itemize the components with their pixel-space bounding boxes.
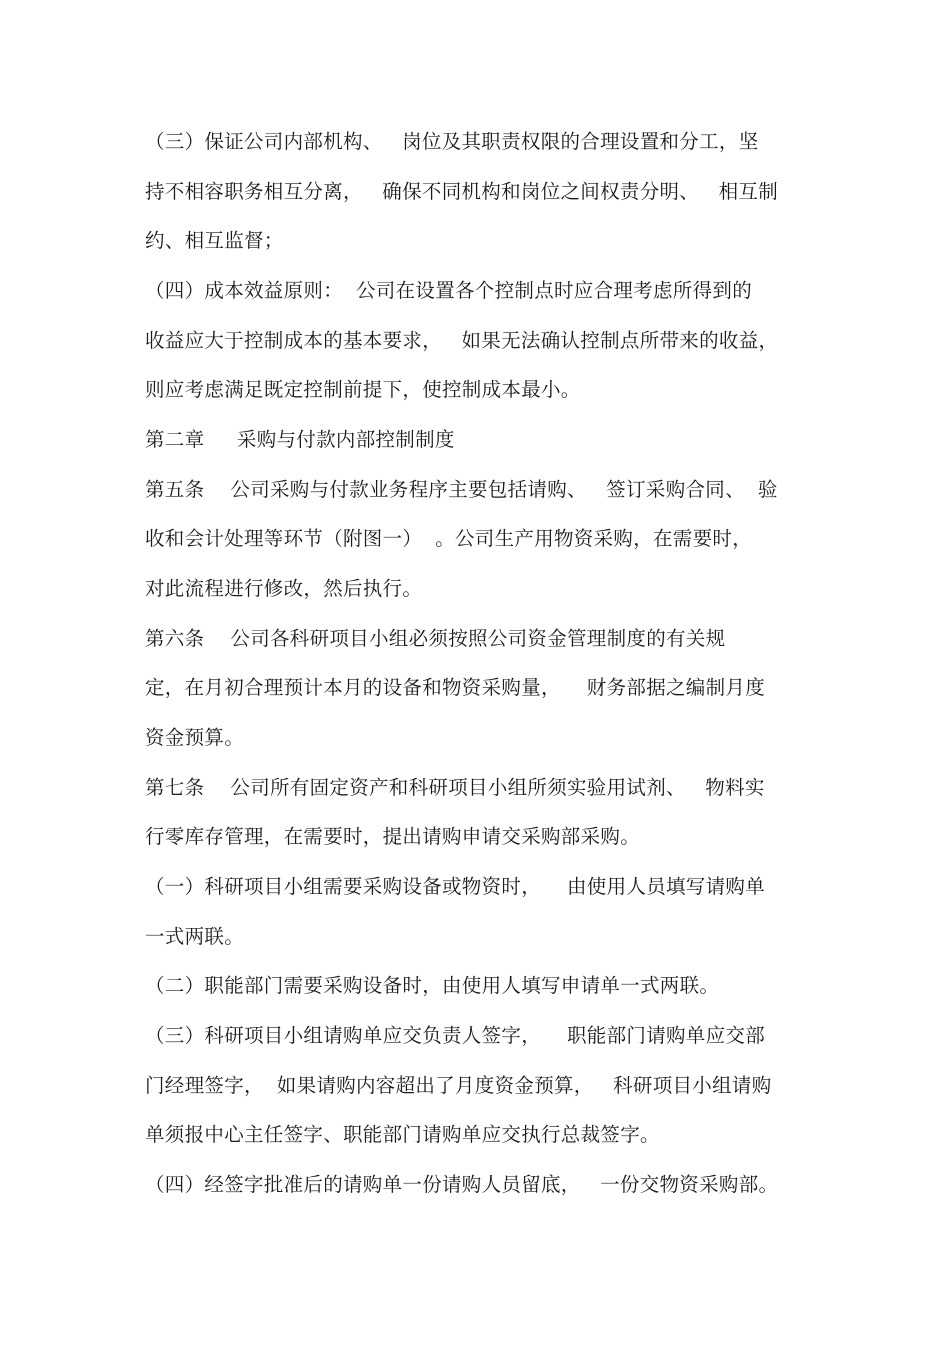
text-line: 一式两联。 — [145, 925, 245, 948]
chapter-heading: 第二章 采购与付款内部控制制度 — [145, 428, 455, 451]
text-line: 收益应大于控制成本的基本要求， 如果无法确认控制点所带来的收益， — [145, 329, 779, 352]
text-line: 持不相容职务相互分离， 确保不同机构和岗位之间权责分明、 相互制 — [145, 180, 778, 203]
text-line: 第五条 公司采购与付款业务程序主要包括请购、 签订采购合同、 验 — [145, 478, 778, 501]
text-line: 第六条 公司各科研项目小组必须按照公司资金管理制度的有关规 — [145, 627, 726, 650]
text-line: 第七条 公司所有固定资产和科研项目小组所须实验用试剂、 物料实 — [145, 776, 765, 799]
text-line: 定，在月初合理预计本月的设备和物资采购量， 财务部据之编制月度 — [145, 676, 765, 699]
text-line: 收和会计处理等环节（附图一） 。公司生产用物资采购，在需要时， — [145, 527, 752, 550]
text-line: （二）职能部门需要采购设备时，由使用人填写申请单一式两联。 — [145, 974, 720, 997]
text-line: 行零库存管理，在需要时，提出请购申请交采购部采购。 — [145, 825, 641, 848]
text-line: 则应考虑满足既定控制前提下，使控制成本最小。 — [145, 378, 581, 401]
text-line: 门经理签字， 如果请购内容超出了月度资金预算， 科研项目小组请购 — [145, 1074, 772, 1097]
text-line: 单须报中心主任签字、职能部门请购单应交执行总裁签字。 — [145, 1123, 660, 1146]
text-line: （四）经签字批准后的请购单一份请购人员留底， 一份交物资采购部。 — [145, 1173, 779, 1196]
text-line: 对此流程进行修改，然后执行。 — [145, 577, 423, 600]
text-line: 约、相互监督； — [145, 229, 284, 252]
text-line: （四）成本效益原则： 公司在设置各个控制点时应合理考虑所得到的 — [145, 279, 752, 302]
text-line: （三）保证公司内部机构、 岗位及其职责权限的合理设置和分工，坚 — [145, 130, 759, 153]
text-line: （一）科研项目小组需要采购设备或物资时， 由使用人员填写请购单 — [145, 875, 765, 898]
text-line: （三）科研项目小组请购单应交负责人签字， 职能部门请购单应交部 — [145, 1024, 765, 1047]
text-line: 资金预算。 — [145, 726, 245, 749]
